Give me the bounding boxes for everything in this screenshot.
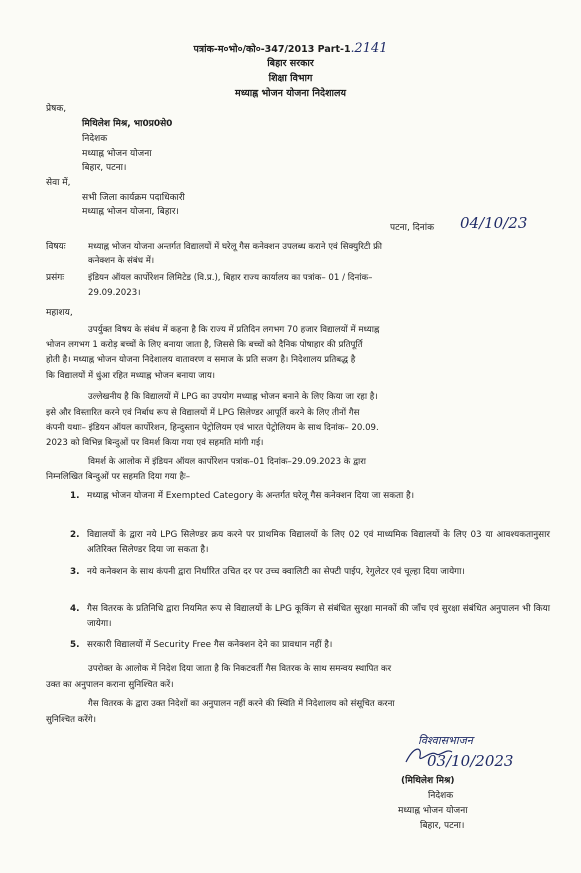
list-item bbox=[70, 602, 550, 632]
signatory-org: मध्याह्न भोजन योजना bbox=[398, 806, 468, 816]
para2-line3: कंपनी यथाः– इंडियन ऑयल कार्पोरेशन, हिन्दुस्तान पेट्रोलियम एवं भारत पेट्रोलियम के साथ दिनांक– 20.09. bbox=[46, 423, 379, 433]
context-line2: 29.09.2023। bbox=[88, 288, 141, 298]
para3-line1: विमर्श के आलोक में इंडियन ऑयल कार्पोरेशन पत्रांक–01 दिनांक–29.09.2023 के द्वारा bbox=[88, 457, 367, 467]
list-item bbox=[70, 528, 550, 558]
govt-name: बिहार सरकार bbox=[267, 58, 314, 69]
sender-title: निदेशक bbox=[82, 134, 108, 144]
signature-handwritten: विश्वासभाजन bbox=[418, 734, 473, 747]
reference-number-handwritten: 2141 bbox=[354, 41, 388, 56]
recipient-label: सेवा में, bbox=[46, 178, 71, 188]
para2-line4: 2023 को विभिन्न बिन्दुओं पर विमर्श किया गया एवं सहमति मांगी गई। bbox=[46, 438, 264, 448]
list-item-text: गैस वितरक के प्रतिनिधि द्वारा नियमित रूप से विद्यालयों के LPG कूकिंग से संबंधित सुरक्षा मानकों की जाँच एवं सुरक्षा संबंधित अनुपालन भी किया जायेगा। bbox=[87, 604, 550, 629]
date-label: पटना, दिनांक bbox=[390, 223, 435, 233]
sender-org: मध्याह्न भोजन योजना bbox=[82, 149, 152, 159]
directorate-name: मध्याह्न भोजन योजना निदेशालय bbox=[235, 88, 346, 99]
department-name: शिक्षा विभाग bbox=[268, 73, 313, 84]
list-item bbox=[70, 638, 550, 653]
para4-line1: उपरोक्त के आलोक में निदेश दिया जाता है कि निकटवर्ती गैस वितरक के साथ समन्वय स्थापित कर bbox=[88, 664, 392, 674]
list-item-number: 2. bbox=[70, 530, 80, 540]
list-item bbox=[70, 565, 550, 580]
reference-number-text: पत्रांक-म०भो०/को०-347/2013 Part-1 bbox=[193, 44, 351, 55]
list-item-number: 5. bbox=[70, 640, 80, 650]
sender-place: बिहार, पटना। bbox=[82, 163, 127, 173]
para5-line1: गैस वितरक के द्वारा उक्त निदेशों का अनुपालन नहीं करने की स्थिति में निदेशालय को संसूचित करना bbox=[88, 699, 395, 709]
list-item bbox=[70, 489, 550, 504]
para1-line2: भोजन लगभग 1 करोड़ बच्चों के लिए बनाया जाता है, जिससे कि बच्चों को दैनिक पोषाहार की प्रतिपूर्ति bbox=[46, 340, 363, 350]
subject-label: विषयः bbox=[46, 242, 66, 252]
subject-line1: मध्याह्न भोजन योजना अन्तर्गत विद्यालयों में घरेलू गैस कनेक्शन उपलब्ध कराने एवं सिक्युरिटी फ्री bbox=[88, 242, 382, 252]
signatory-title: निदेशक bbox=[428, 791, 454, 801]
recipient-line2: मध्याह्न भोजन योजना, बिहार। bbox=[82, 207, 179, 217]
context-line1: इंडियन ऑयल कार्पोरेशन लिमिटेड (वि.प्र.), बिहार राज्य कार्यालय का पत्रांक– 01 / दिनांक– bbox=[88, 273, 373, 283]
context-label: प्रसंगः bbox=[46, 273, 65, 283]
sender-label: प्रेषक, bbox=[46, 104, 67, 114]
list-item-number: 1. bbox=[70, 491, 80, 501]
signatory-name: (मिथिलेश मिश्र) bbox=[401, 776, 455, 786]
para1-line3: होती है। मध्याह्न भोजन योजना निदेशालय वातावरण व समाज के प्रति सजग है। निदेशालय प्रतिबद्ध है bbox=[46, 355, 356, 365]
para2-line2: इसे और विस्तारित करने एवं निर्बाध रूप से विद्यालयों में LPG सिलेण्डर आपूर्ति करने के लिए तीनों गैस bbox=[46, 408, 360, 418]
list-item-text: नये कनेक्शन के साथ कंपनी द्वारा निर्धारित उचित दर पर उच्च क्वालिटी का सेफ्टी पाईप, रेगुलेटर एवं चूल्हा दिया जायेगा। bbox=[87, 567, 465, 577]
para1-line1: उपर्युक्त विषय के संबंध में कहना है कि राज्य में प्रतिदिन लगभग 70 हजार विद्यालयों में मध्याह्न bbox=[88, 325, 380, 335]
list-item-text: विद्यालयों के द्वारा नये LPG सिलेण्डर क्रय करने पर प्राथमिक विद्यालयों के लिए 02 एवं माध्यमिक विद्यालयों के लिए 03 या आवश्यकतानुसार अतिरिक्त सिलेण्डर दिया जा सकता है। bbox=[87, 530, 550, 555]
list-item-number: 3. bbox=[70, 567, 80, 577]
recipient-line1: सभी जिला कार्यक्रम पदाधिकारी bbox=[82, 193, 185, 203]
signature-date-handwritten: 03/10/2023 bbox=[427, 752, 514, 770]
date-handwritten: 04/10/23 bbox=[460, 214, 528, 232]
list-item-text: सरकारी विद्यालयों में Security Free गैस कनेक्शन देने का प्रावधान नहीं है। bbox=[87, 640, 333, 650]
reference-number: पत्रांक-म०भो०/को०-347/2013 Part-1.2141 bbox=[193, 41, 388, 56]
list-item-text: मध्याह्न भोजन योजना में Exempted Category के अन्तर्गत घरेलू गैस कनेक्शन दिया जा सकता है। bbox=[87, 491, 415, 501]
signatory-place: बिहार, पटना। bbox=[420, 821, 465, 831]
subject-line2: कनेक्शन के संबंध में। bbox=[88, 256, 155, 266]
list-item-number: 4. bbox=[70, 604, 80, 614]
salutation: महाशय, bbox=[46, 308, 73, 318]
para3-line2: निम्नलिखित बिन्दुओं पर सहमति दिया गया हैः– bbox=[46, 472, 191, 482]
para1-line4: कि विद्यालयों में धुंआ रहित मध्याह्न भोजन बनाया जाय। bbox=[46, 371, 216, 381]
sender-name: मिथिलेश मिश्र, भा0प्र0से0 bbox=[82, 119, 173, 129]
para5-line2: सुनिश्चित करेंगे। bbox=[46, 715, 96, 725]
para2-line1: उल्लेखनीय है कि विद्यालयों में LPG का उपयोग मध्याह्न भोजन बनाने के लिए किया जा रहा है। bbox=[88, 392, 378, 402]
para4-line2: उक्त का अनुपालन कराना सुनिश्चित करें। bbox=[46, 680, 174, 690]
